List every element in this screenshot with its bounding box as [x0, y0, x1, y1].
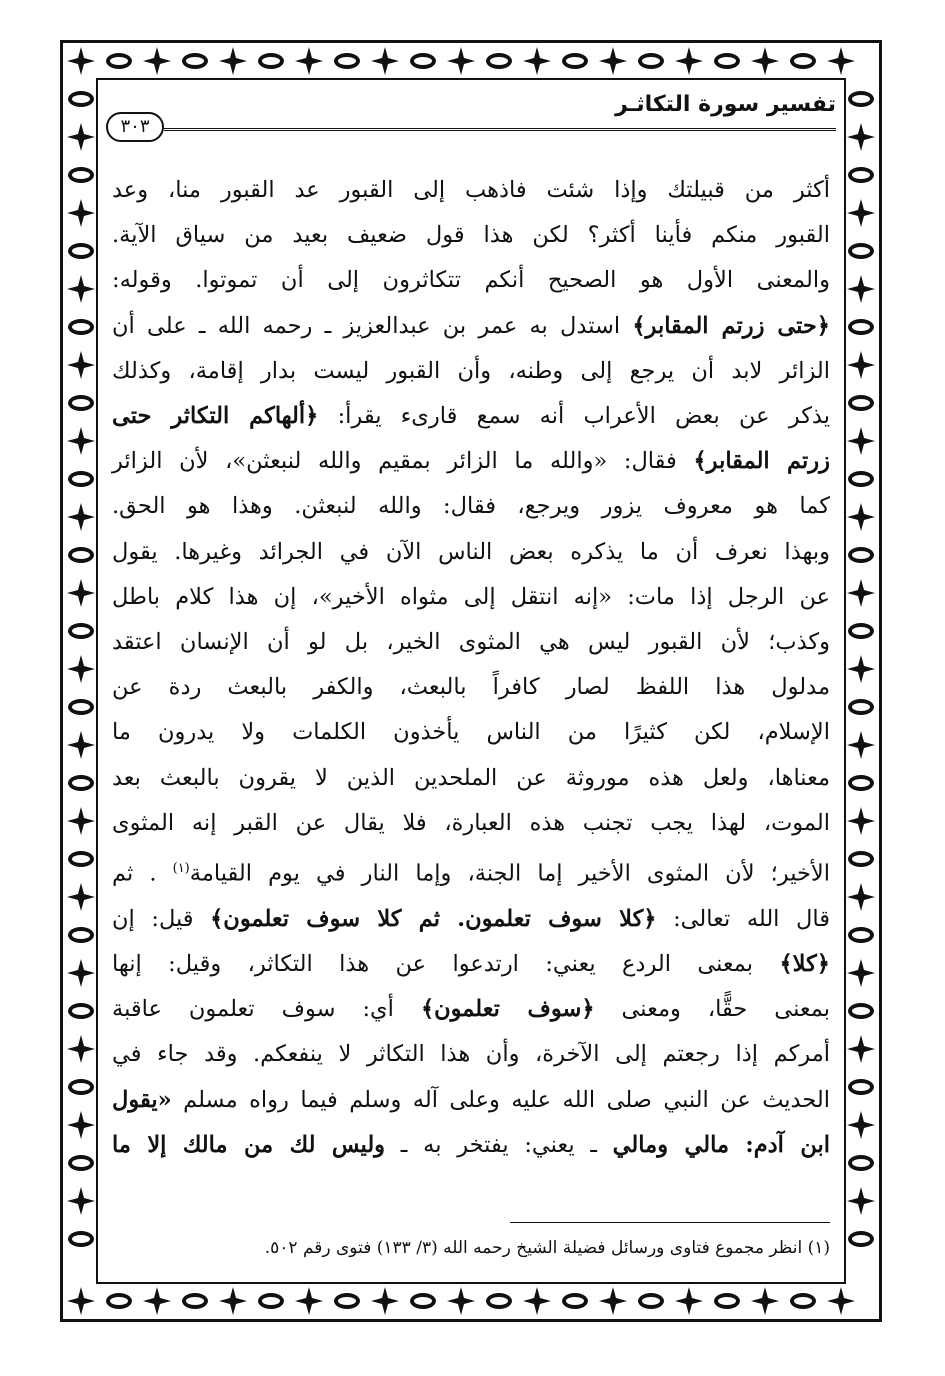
ornament-star-icon [674, 1286, 704, 1316]
text-line [112, 168, 830, 213]
ornament-leaf-icon [788, 1286, 818, 1316]
ornament-star-icon [218, 1286, 248, 1316]
text-segment: والمعنى الأول هو الصحيح أنكم تتكاثرون إلى أن تموتوا. وقوله: [112, 267, 830, 294]
ornament-star-icon [598, 46, 628, 76]
ornament-leaf-icon [66, 84, 96, 114]
ornament-star-icon [66, 806, 96, 836]
ornament-leaf-icon [66, 160, 96, 190]
ornament-leaf-icon [846, 540, 876, 570]
text-segment: قيل: إن [112, 905, 211, 932]
ornament-leaf-icon [846, 996, 876, 1026]
ornament-star-icon [446, 46, 476, 76]
text-line [112, 987, 830, 1032]
text-segment: ـ يعني: يفتخر به ـ [385, 1131, 613, 1158]
text-segment: كما هو معروف يزور ويرجع، فقال: والله لنبعثن. وهذا هو الحق. [112, 493, 830, 520]
bold-text: ﴿حتى زرتم المقابر﴾ [632, 312, 830, 339]
ornament-leaf-icon [788, 46, 818, 76]
ornament-leaf-icon [66, 996, 96, 1026]
text-line [112, 897, 830, 942]
ornament-leaf-icon [846, 84, 876, 114]
ornament-star-icon [294, 1286, 324, 1316]
ornament-leaf-icon [846, 388, 876, 418]
ornament-star-icon [846, 578, 876, 608]
ornament-leaf-icon [560, 46, 590, 76]
ornament-star-icon [66, 730, 96, 760]
ornament-leaf-icon [846, 464, 876, 494]
ornament-star-icon [846, 502, 876, 532]
ornament-star-icon [66, 1286, 96, 1316]
ornament-star-icon [846, 654, 876, 684]
page-header [106, 92, 836, 144]
text-segment: . ثم [112, 860, 173, 887]
ornament-star-icon [142, 1286, 172, 1316]
header-rule [164, 128, 836, 131]
text-segment: الموت، لهذا يجب تجنب هذه العبارة، فلا يقال عن القبر إنه المثوى [112, 809, 830, 836]
ornament-leaf-icon [846, 1224, 876, 1254]
text-segment: أكثر من قبيلتك وإذا شئت فاذهب إلى القبور عد القبور منا، وعد [112, 177, 830, 203]
text-segment: فقال: «والله ما الزائر بمقيم والله لنبعثن»، لأن الزائر [112, 448, 694, 475]
text-line [112, 620, 830, 665]
text-segment: (١) [172, 861, 190, 877]
text-line [112, 942, 830, 987]
ornament-star-icon [66, 1186, 96, 1216]
ornament-leaf-icon [846, 616, 876, 646]
ornament-star-icon [846, 426, 876, 456]
text-line [112, 1123, 830, 1168]
ornament-star-icon [66, 426, 96, 456]
ornament-leaf-icon [66, 616, 96, 646]
body-text [112, 168, 830, 1168]
ornament-leaf-icon [560, 1286, 590, 1316]
text-segment: الزائر لابد أن يرجع إلى وطنه، وأن القبور ليست بدار إقامة، وكذلك [112, 357, 830, 384]
ornament-star-icon [846, 198, 876, 228]
ornament-leaf-icon [712, 1286, 742, 1316]
text-line [112, 258, 830, 303]
text-segment: الإسلام، لكن كثيرًا من الناس يأخذون الكلمات ولا يدرون ما [112, 719, 830, 746]
ornament-leaf-icon [408, 1286, 438, 1316]
bold-text: ﴿سوف تعلمون﴾ [420, 996, 595, 1023]
ornament-star-icon [846, 1034, 876, 1064]
ornament-leaf-icon [66, 1072, 96, 1102]
ornament-leaf-icon [332, 1286, 362, 1316]
ornament-star-icon [846, 122, 876, 152]
ornament-leaf-icon [66, 692, 96, 722]
text-segment: القبور منكم فأينا أكثر؟ لكن هذا قول ضعيف بعيد من سياق الآية. [112, 222, 830, 249]
ornament-leaf-icon [846, 768, 876, 798]
ornament-leaf-icon [484, 46, 514, 76]
ornament-leaf-icon [66, 312, 96, 342]
ornament-star-icon [750, 1286, 780, 1316]
bold-text: وليس لك من مالك إلا ما [112, 1131, 386, 1158]
ornament-star-icon [66, 274, 96, 304]
text-segment: أي: سوف تعلمون عاقبة [112, 996, 421, 1023]
bold-text: ﴿كلا سوف تعلمون. ثم كلا سوف تعلمون﴾ [210, 905, 657, 932]
ornament-leaf-icon [180, 46, 210, 76]
ornament-leaf-icon [484, 1286, 514, 1316]
ornament-leaf-icon [846, 236, 876, 266]
ornament-star-icon [370, 1286, 400, 1316]
ornament-leaf-icon [66, 768, 96, 798]
ornament-leaf-icon [846, 1148, 876, 1178]
ornament-star-icon [66, 350, 96, 380]
ornament-leaf-icon [712, 46, 742, 76]
text-line [112, 1032, 830, 1077]
ornament-leaf-icon [846, 1072, 876, 1102]
text-segment: وكذب؛ لأن القبور ليس هي المثوى الخير، بل لو أن الإنسان اعتقد [112, 629, 830, 656]
ornament-star-icon [294, 46, 324, 76]
text-line [112, 349, 830, 394]
ornament-star-icon [846, 350, 876, 380]
ornament-star-icon [66, 654, 96, 684]
text-segment: معناها، ولعل هذه موروثة عن الملحدين الذين لا يقرون بالبعث بعد [112, 764, 830, 791]
bold-text: ﴿كلا﴾ [779, 950, 830, 977]
running-title: تفسير سورة التكاثـر [615, 92, 836, 117]
footnote: (١) انظر مجموع فتاوى ورسائل فضيلة الشيخ رحمه الله (٣/ ١٣٣) فتوى رقم ٥٠٢. [264, 1238, 830, 1258]
ornament-star-icon [826, 1286, 856, 1316]
ornament-star-icon [826, 46, 856, 76]
ornament-leaf-icon [636, 46, 666, 76]
ornament-leaf-icon [66, 844, 96, 874]
ornament-star-icon [446, 1286, 476, 1316]
ornament-leaf-icon [104, 46, 134, 76]
ornament-star-icon [522, 46, 552, 76]
ornament-star-icon [218, 46, 248, 76]
ornament-star-icon [66, 198, 96, 228]
ornament-leaf-icon [66, 1224, 96, 1254]
ornament-star-icon [522, 1286, 552, 1316]
text-segment: بمعنى الردع يعني: ارتدعوا عن هذا التكاثر، وقيل: إنها [112, 950, 780, 977]
text-line [112, 846, 830, 897]
ornament-leaf-icon [846, 844, 876, 874]
ornament-star-icon [846, 1110, 876, 1140]
ornament-star-icon [66, 882, 96, 912]
ornament-star-icon [66, 578, 96, 608]
ornament-leaf-icon [104, 1286, 134, 1316]
text-segment: وبهذا نعرف أن ما يذكره بعض الناس الآن في الجرائد وغيرها. يقول [112, 538, 830, 565]
ornament-star-icon [846, 1186, 876, 1216]
ornament-leaf-icon [180, 1286, 210, 1316]
text-segment: يذكر عن بعض الأعراب أنه سمع قارىء يقرأ: [318, 403, 830, 430]
ornament-star-icon [846, 882, 876, 912]
ornament-star-icon [846, 730, 876, 760]
ornament-leaf-icon [66, 540, 96, 570]
ornament-star-icon [674, 46, 704, 76]
ornament-leaf-icon [256, 1286, 286, 1316]
bold-text: ﴿ألهاكم التكاثر حتى [112, 403, 319, 430]
ornament-star-icon [846, 958, 876, 988]
text-line [112, 304, 830, 349]
ornament-leaf-icon [408, 46, 438, 76]
text-segment: عن الرجل إذا مات: «إنه انتقل إلى مثواه الأخير»، إن هذا كلام باطل [112, 583, 830, 610]
text-segment: الحديث عن النبي صلى الله عليه وعلى آله وسلم فيما رواه مسلم [171, 1086, 830, 1113]
ornament-leaf-icon [66, 236, 96, 266]
text-line [112, 575, 830, 620]
text-line [112, 530, 830, 575]
page-number: ٣٠٣ [106, 112, 164, 142]
ornament-star-icon [66, 958, 96, 988]
text-segment: بمعنى حقًّا، ومعنى [594, 996, 830, 1023]
text-segment: أمركم إذا رجعتم إلى الآخرة، وأن هذا التكاثر لا ينفعكم. وقد جاء في [112, 1041, 830, 1068]
text-line [112, 710, 830, 755]
text-line [112, 1078, 830, 1123]
ornament-leaf-icon [256, 46, 286, 76]
text-line [112, 213, 830, 258]
ornament-leaf-icon [66, 1148, 96, 1178]
bold-text: ابن آدم: مالي ومالي [612, 1131, 831, 1158]
ornament-leaf-icon [66, 464, 96, 494]
ornament-leaf-icon [846, 160, 876, 190]
text-line [112, 801, 830, 846]
ornament-leaf-icon [332, 46, 362, 76]
ornament-star-icon [66, 122, 96, 152]
text-segment: الأخير؛ لأن المثوى الأخير إما الجنة، وإما النار في يوم القيامة [189, 860, 830, 887]
text-line [112, 484, 830, 529]
ornament-star-icon [142, 46, 172, 76]
ornament-leaf-icon [846, 692, 876, 722]
ornament-star-icon [66, 1034, 96, 1064]
bold-text: «يقول [112, 1086, 172, 1113]
ornament-star-icon [66, 502, 96, 532]
ornament-star-icon [66, 46, 96, 76]
ornament-star-icon [846, 274, 876, 304]
ornament-star-icon [598, 1286, 628, 1316]
ornament-leaf-icon [636, 1286, 666, 1316]
text-line [112, 665, 830, 710]
ornament-leaf-icon [66, 920, 96, 950]
text-line [112, 394, 830, 439]
text-segment: مدلول هذا اللفظ لصار كافراً بالبعث، والكفر بالبعث ردة عن [112, 674, 830, 701]
ornament-star-icon [846, 806, 876, 836]
footnote-separator [510, 1222, 830, 1223]
text-line [112, 439, 830, 484]
text-line [112, 756, 830, 801]
ornament-leaf-icon [66, 388, 96, 418]
ornament-leaf-icon [846, 920, 876, 950]
ornament-star-icon [66, 1110, 96, 1140]
ornament-star-icon [370, 46, 400, 76]
ornament-star-icon [750, 46, 780, 76]
text-segment: استدل به عمر بن عبدالعزيز ـ رحمه الله ـ على أن [112, 312, 633, 339]
text-segment: قال الله تعالى: [656, 905, 830, 932]
bold-text: زرتم المقابر﴾ [693, 448, 830, 475]
ornament-leaf-icon [846, 312, 876, 342]
